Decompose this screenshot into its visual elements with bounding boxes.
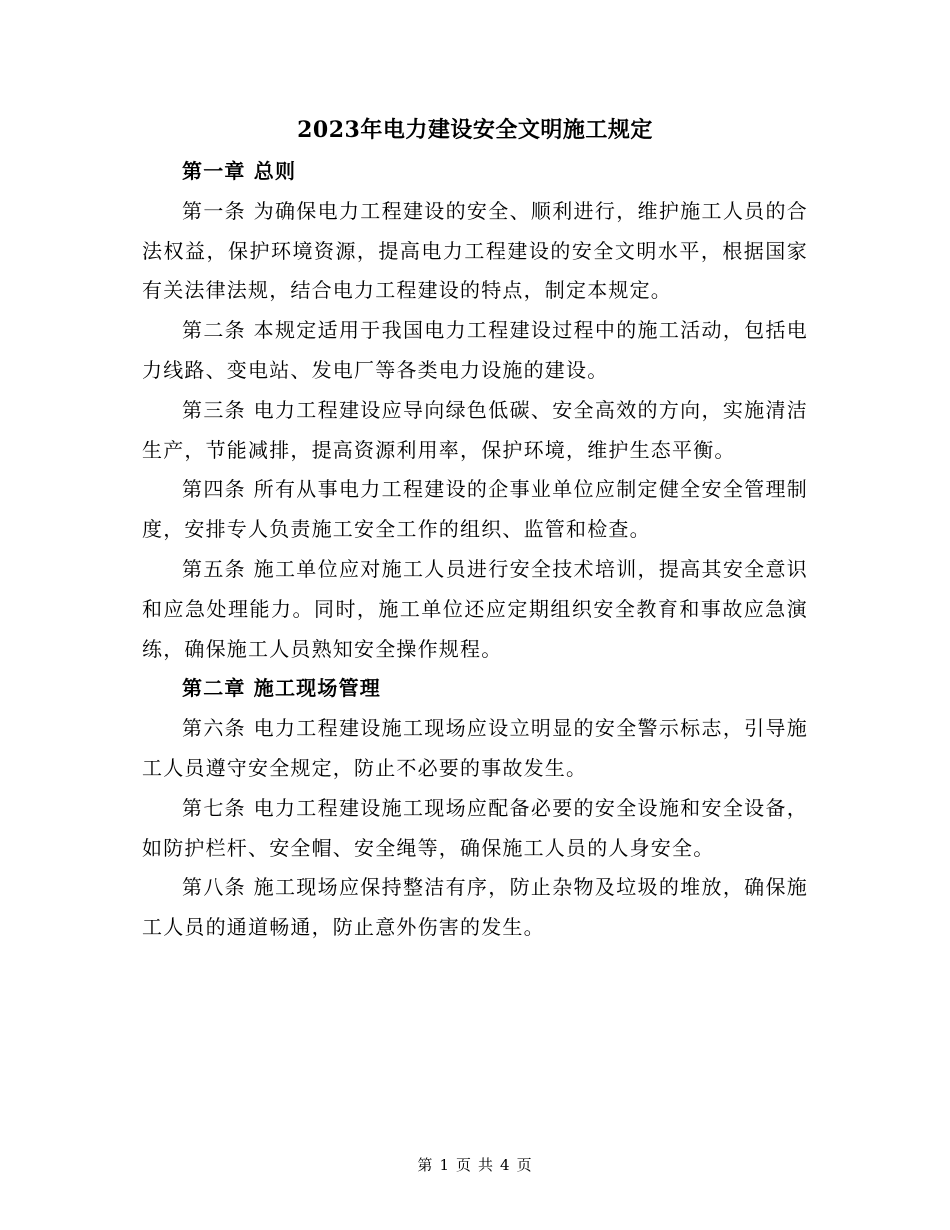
article-paragraph: 第二条 本规定适用于我国电力工程建设过程中的施工活动，包括电力线路、变电站、发电厂等各类电力设施的建设。	[142, 318, 808, 382]
footer-prefix: 第	[417, 1156, 434, 1174]
document-body	[142, 152, 808, 948]
footer-total-suffix: 页	[516, 1156, 533, 1174]
chapter-heading: 第一章 总则	[182, 159, 297, 183]
article-paragraph: 第七条 电力工程建设施工现场应配备必要的安全设施和安全设备，如防护栏杆、安全帽、安全绳等，确保施工人员的人身安全。	[142, 795, 808, 860]
article-paragraph: 第五条 施工单位应对施工人员进行安全技术培训，提高其安全意识和应急处理能力。同时，施工单位还应定期组织安全教育和事故应急演练，确保施工人员熟知安全操作规程。	[142, 556, 808, 661]
footer-total-prefix: 共	[478, 1156, 495, 1174]
document-title: 2023年电力建设安全文明施工规定	[297, 117, 653, 143]
article-paragraph: 第三条 电力工程建设应导向绿色低碳、安全高效的方向，实施清洁生产，节能减排，提高资源利用率，保护环境，维护生态平衡。	[142, 397, 808, 462]
page-footer	[0, 1154, 950, 1176]
article-paragraph: 第八条 施工现场应保持整洁有序，防止杂物及垃圾的堆放，确保施工人员的通道畅通，防止意外伤害的发生。	[142, 875, 808, 940]
article-paragraph: 第四条 所有从事电力工程建设的企事业单位应制定健全安全管理制度，安排专人负责施工安全工作的组织、监管和检查。	[142, 477, 808, 542]
footer-page-suffix: 页	[455, 1156, 472, 1174]
chapter-heading: 第二章 施工现场管理	[182, 676, 381, 701]
footer-page-number: 1	[439, 1156, 450, 1174]
footer-total-pages: 4	[500, 1156, 511, 1174]
article-paragraph: 第一条 为确保电力工程建设的安全、顺利进行，维护施工人员的合法权益，保护环境资源，提高电力工程建设的安全文明水平，根据国家有关法律法规，结合电力工程建设的特点，制定本规定。	[142, 198, 808, 303]
article-paragraph: 第六条 电力工程建设施工现场应设立明显的安全警示标志，引导施工人员遵守安全规定，防止不必要的事故发生。	[142, 716, 808, 780]
